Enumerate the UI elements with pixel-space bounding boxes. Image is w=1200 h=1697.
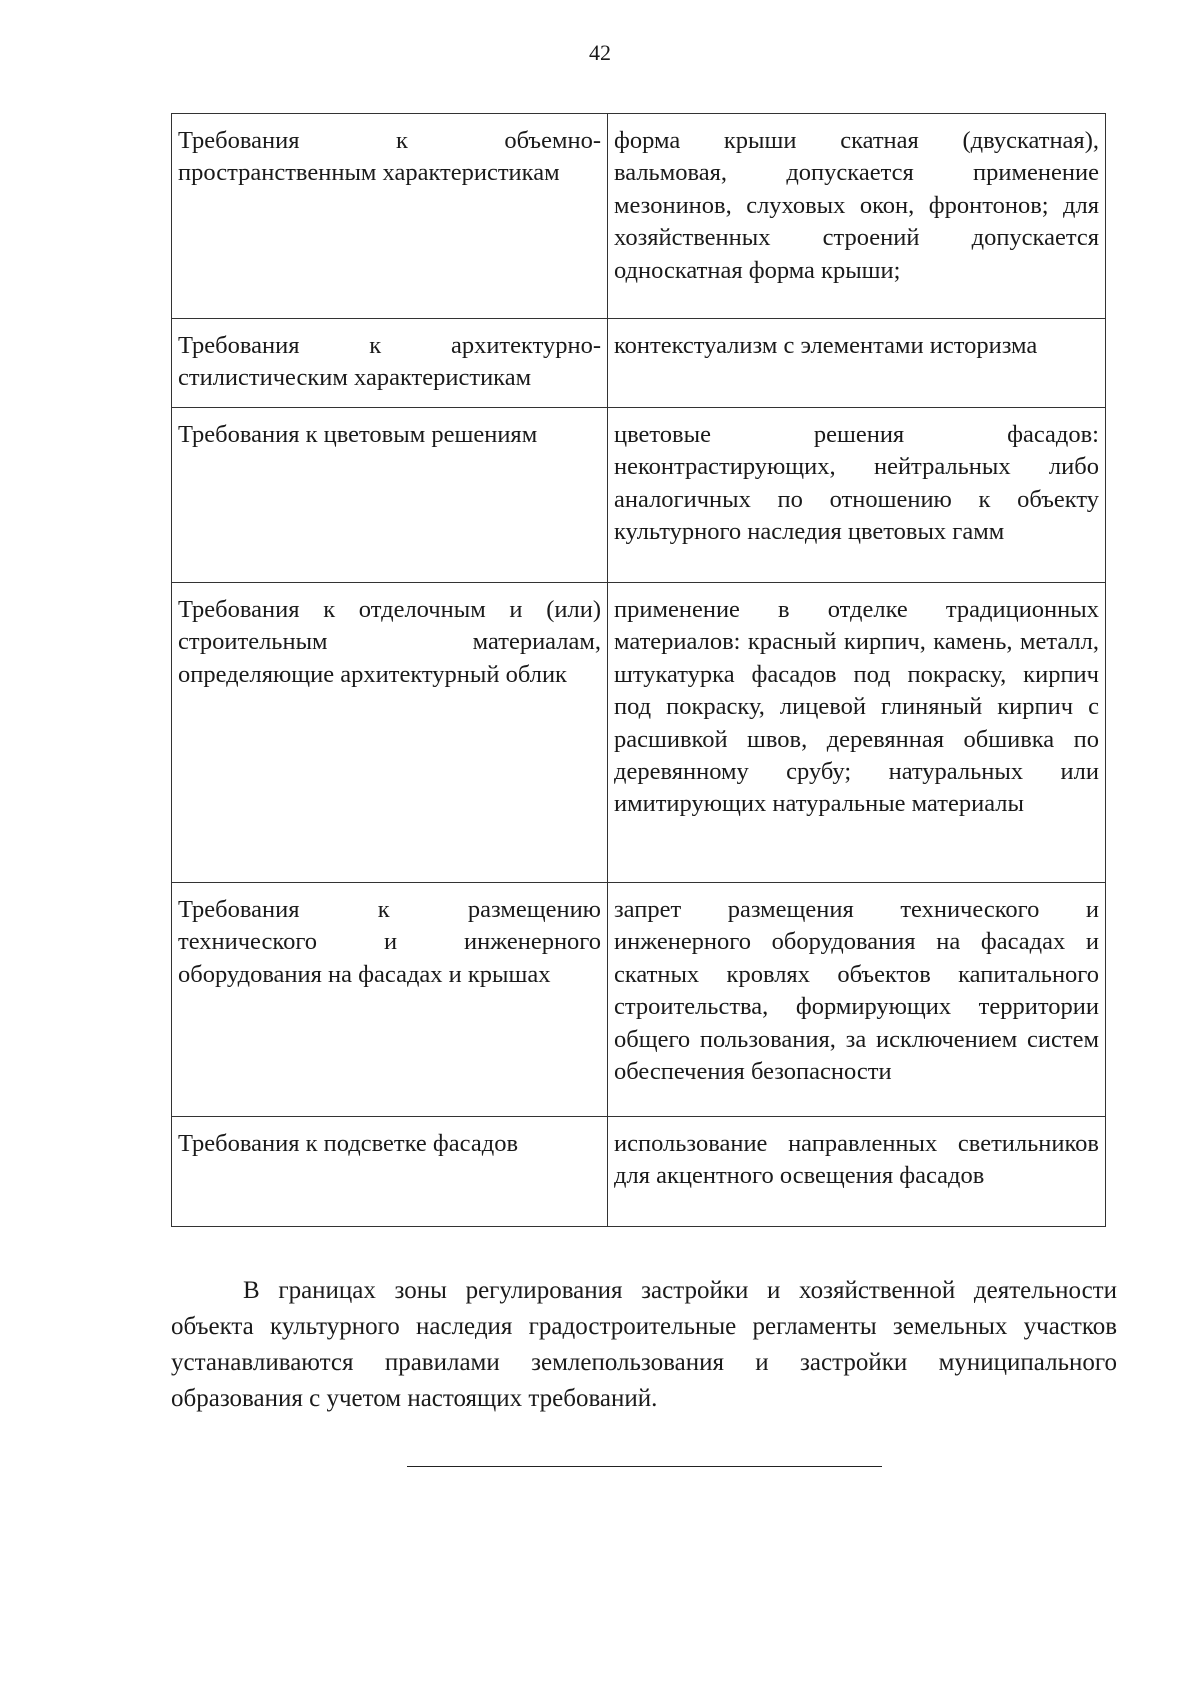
requirement-cell: Требования к размещению технического и инженерного оборудования на фасадах и крышах bbox=[172, 883, 608, 1117]
table-row bbox=[172, 319, 1106, 408]
value-cell: использование направленных светильников для акцентного освещения фасадов bbox=[608, 1117, 1106, 1227]
body-paragraph: В границах зоны регулирования застройки и хозяйственной деятельности объекта культурного наследия градостроительные регламенты земельных участков устанавливаются правилами землепользования и застройки муниципального образования с учетом настоящих требований. bbox=[171, 1277, 1117, 1412]
value-cell: форма крыши скатная (двускатная), вальмовая, допускается применение мезонинов, слуховых окон, фронтонов; для хозяйственных строений допускается односкатная форма крыши; bbox=[608, 114, 1106, 319]
table-row bbox=[172, 1117, 1106, 1227]
value-cell: контекстуализм с элементами историзма bbox=[608, 319, 1106, 408]
requirement-cell: Требования к цветовым решениям bbox=[172, 408, 608, 583]
requirement-cell: Требования к объемно-пространственным характеристикам bbox=[172, 114, 608, 319]
requirement-cell: Требования к подсветке фасадов bbox=[172, 1117, 608, 1227]
table-row bbox=[172, 114, 1106, 319]
closing-rule bbox=[407, 1466, 882, 1467]
table-row bbox=[172, 883, 1106, 1117]
value-cell: запрет размещения технического и инженерного оборудования на фасадах и скатных кровлях объектов капитального строительства, формирующих территории общего пользования, за исключением систем обеспечения безопасности bbox=[608, 883, 1106, 1117]
page-number: 42 bbox=[589, 40, 611, 65]
requirement-cell: Требования к отделочным и (или) строительным материалам, определяющие архитектурный облик bbox=[172, 583, 608, 883]
requirements-table bbox=[171, 113, 1106, 1227]
requirement-cell: Требования к архитектурно-стилистическим характеристикам bbox=[172, 319, 608, 408]
table-row bbox=[172, 583, 1106, 883]
value-cell: цветовые решения фасадов: неконтрастирующих, нейтральных либо аналогичных по отношению к объекту культурного наследия цветовых гамм bbox=[608, 408, 1106, 583]
table-row bbox=[172, 408, 1106, 583]
value-cell: применение в отделке традиционных материалов: красный кирпич, камень, металл, штукатурка фасадов под покраску, кирпич под покраску, лицевой глиняный кирпич с расшивкой швов, деревянная обшивка по деревянному срубу; натуральных или имитирующих натуральные материалы bbox=[608, 583, 1106, 883]
